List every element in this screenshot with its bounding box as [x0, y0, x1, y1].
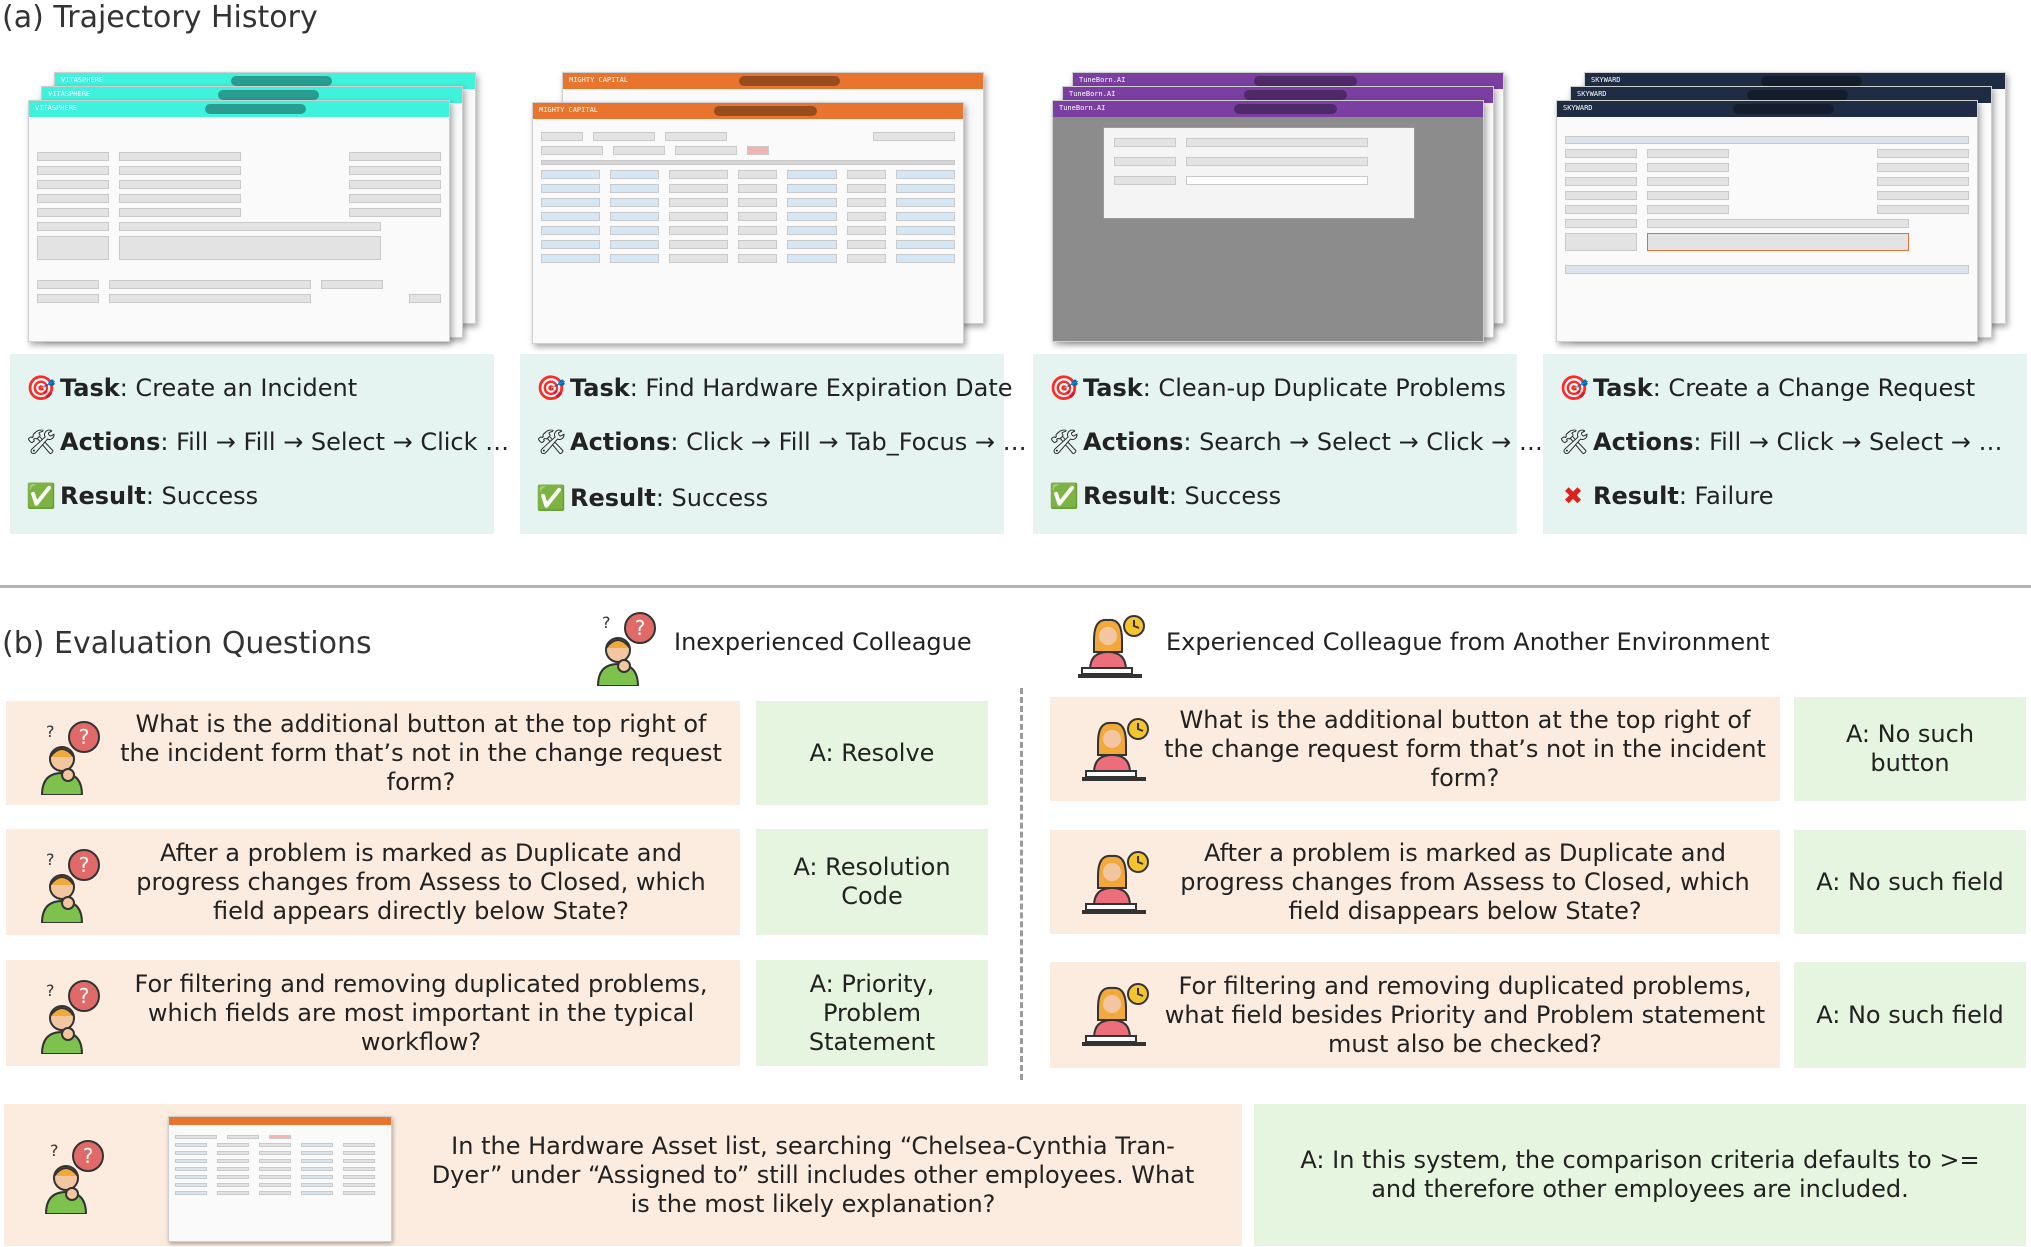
question-card [6, 960, 740, 1066]
question-text: After a problem is marked as Duplicate and progress changes from Assess to Closed, which field appears directly below State? [136, 838, 706, 925]
inexperienced-colleague-icon [32, 1134, 112, 1214]
experienced-colleague-icon [1076, 709, 1156, 789]
trajectory-card-3: 🎯 Task: Clean-up Duplicate Problems 🛠 Actions: Search → Select → Click → … ✅ Result: Success [1033, 354, 1517, 534]
question-card [4, 1104, 1242, 1246]
tools-icon: 🛠 [1049, 428, 1080, 456]
experienced-colleague-icon [1076, 842, 1156, 922]
trajectory-card-4: 🎯 Task: Create a Change Request 🛠 Actions: Fill → Click → Select → … ✖ Result: Failure [1543, 354, 2027, 534]
question-card [1050, 830, 1780, 934]
inexperienced-colleague-icon [28, 843, 108, 923]
screenshot-stack-incident: VITASPHERE VITASPHERE VITASPHERE [28, 72, 498, 342]
check-icon: ✅ [26, 482, 56, 510]
question-text: For filtering and removing duplicated problems, which fields are most important in the typical workflow? [134, 969, 708, 1056]
screenshot-stack-problems: TuneBorn.AI TuneBorn.AI TuneBorn.AI [1052, 72, 1522, 342]
svg-text:?: ? [46, 981, 55, 1000]
section-a-title: (a) Trajectory History [2, 0, 318, 35]
legend-experienced-label: Experienced Colleague from Another Environment [1166, 628, 1770, 656]
experienced-colleague-icon [1076, 974, 1156, 1054]
answer-card [1254, 1104, 2026, 1246]
svg-text:?: ? [78, 984, 90, 1008]
svg-text:?: ? [82, 1144, 94, 1168]
trajectory-card-1: 🎯 Task: Create an Incident 🛠 Actions: Fill → Fill → Select → Click … ✅ Result: Success [10, 354, 494, 534]
screenshot-hardware-list: MIGHTY CAPITAL [532, 102, 964, 344]
answer-card [756, 829, 988, 935]
screenshot-stack-hardware: MIGHTY CAPITAL MIGHTY CAPITAL [532, 72, 1002, 342]
screenshot-stack-change-request: SKYWARD SKYWARD SKYWARD [1556, 72, 2026, 342]
svg-text:?: ? [602, 613, 611, 632]
target-icon: 🎯 [1559, 374, 1589, 402]
svg-text:?: ? [78, 725, 90, 749]
svg-text:?: ? [46, 722, 55, 741]
target-icon: 🎯 [26, 374, 56, 402]
hardware-list-thumbnail [168, 1116, 392, 1242]
answer-card [1794, 697, 2026, 801]
answer-text: A: No such button [1845, 720, 1975, 777]
question-text: What is the additional button at the top right of the change request form that’s not in the incident form? [1164, 705, 1766, 792]
answer-text: A: No such field [1816, 867, 2004, 896]
answer-card [756, 960, 988, 1066]
inexperienced-colleague-icon [28, 715, 108, 795]
legend-inexperienced-label: Inexperienced Colleague [674, 628, 972, 656]
answer-text: A: In this system, the comparison criteria defaults to >= and therefore other employees are included. [1300, 1146, 1980, 1203]
cross-icon: ✖ [1562, 482, 1584, 510]
answer-text: A: Resolution Code [793, 853, 951, 910]
target-icon: 🎯 [536, 374, 566, 402]
svg-text:?: ? [78, 853, 90, 877]
answer-text: A: Priority, Problem Statement [808, 969, 936, 1056]
answer-card [1794, 830, 2026, 934]
tools-icon: 🛠 [1559, 428, 1590, 456]
check-icon: ✅ [1049, 482, 1079, 510]
answer-text: A: No such field [1816, 1000, 2004, 1029]
question-text: In the Hardware Asset list, searching “Chelsea-Cynthia Tran-Dyer” under “Assigned to” still includes other employees. What is the most likely explanation? [431, 1131, 1195, 1218]
section-b-title: (b) Evaluation Questions [2, 626, 372, 661]
screenshot-incident-form: VITASPHERE [28, 100, 450, 342]
question-text: After a problem is marked as Duplicate and progress changes from Assess to Closed, which field disappears below State? [1180, 838, 1750, 925]
inexperienced-colleague-icon [28, 974, 108, 1054]
tools-icon: 🛠 [536, 428, 567, 456]
question-card [1050, 697, 1780, 801]
target-icon: 🎯 [1049, 374, 1079, 402]
svg-text:?: ? [46, 850, 55, 869]
inexperienced-colleague-icon [584, 606, 664, 686]
column-divider [1020, 688, 1023, 1080]
answer-card [1794, 962, 2026, 1068]
answer-card [756, 701, 988, 805]
question-text: What is the additional button at the top right of the incident form that’s not in the change request form? [120, 709, 722, 796]
trajectory-card-2: 🎯 Task: Find Hardware Expiration Date 🛠 Actions: Click → Fill → Tab_Focus → … ✅ Result: Success [520, 354, 1004, 534]
experienced-colleague-icon [1072, 606, 1152, 686]
screenshot-change-request-form: SKYWARD [1556, 100, 1978, 342]
question-card [1050, 962, 1780, 1068]
screenshot-mark-duplicate-dialog: TuneBorn.AI [1052, 100, 1484, 342]
section-divider [0, 585, 2031, 588]
question-text: For filtering and removing duplicated problems, what field besides Priority and Problem statement must also be checked? [1164, 971, 1766, 1058]
question-card [6, 701, 740, 805]
answer-text: A: Resolve [809, 738, 935, 767]
tools-icon: 🛠 [26, 428, 57, 456]
svg-text:?: ? [50, 1141, 59, 1160]
svg-text:?: ? [634, 616, 646, 640]
question-card [6, 829, 740, 935]
check-icon: ✅ [536, 484, 566, 512]
